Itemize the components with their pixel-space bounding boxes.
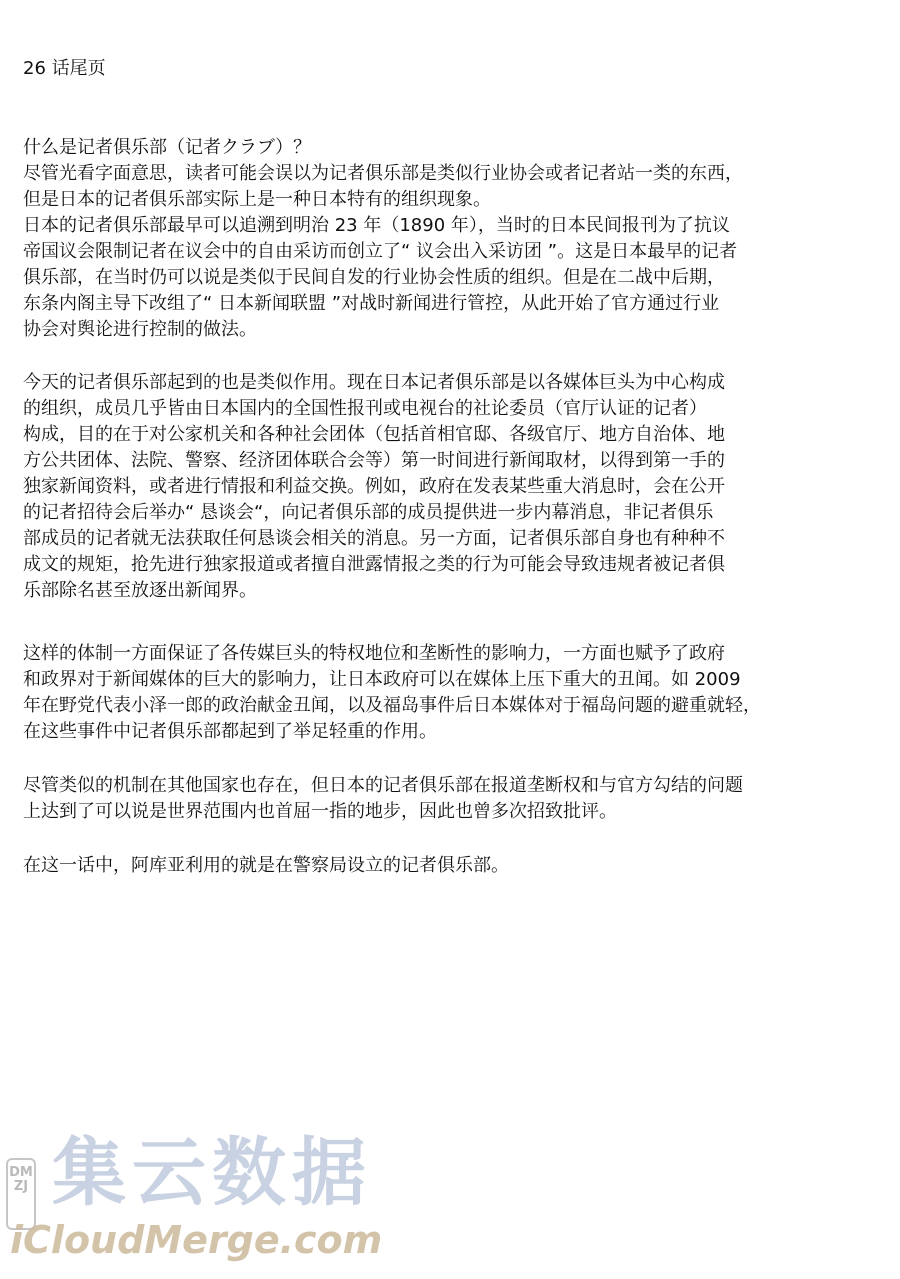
chapter-label: 26 话尾页 bbox=[23, 58, 106, 79]
text-line: 的组织，成员几乎皆由日本国内的全国性报刊或电视台的社论委员（官厅认证的记者） bbox=[23, 398, 707, 419]
text-line: 的记者招待会后举办“ 恳谈会“，向记者俱乐部的成员提供进一步内幕消息，非记者俱乐 bbox=[23, 502, 714, 523]
section-question: 什么是记者俱乐部（记者クラブ）？ bbox=[23, 137, 312, 158]
text-line: 独家新闻资料，或者进行情报和利益交换。例如，政府在发表某些重大消息时，会在公开 bbox=[23, 476, 725, 497]
text-line: 这样的体制一方面保证了各传媒巨头的特权地位和垄断性的影响力，一方面也赋予了政府 bbox=[23, 643, 725, 664]
text-line: 协会对舆论进行控制的做法。 bbox=[23, 319, 257, 340]
intro-section bbox=[23, 135, 883, 343]
watermark-english-logo: iCloudMerge.com bbox=[10, 1218, 383, 1262]
text-line: 乐部除名甚至放逐出新闻界。 bbox=[23, 580, 257, 601]
paragraph-role bbox=[23, 370, 883, 604]
text-line: 在这些事件中记者俱乐部都起到了举足轻重的作用。 bbox=[23, 721, 437, 742]
watermark-badge: DMZJ bbox=[6, 1158, 36, 1230]
text-line: 上达到了可以说是世界范围内也首屈一指的地步，因此也曾多次招致批评。 bbox=[23, 801, 617, 822]
paragraph-criticism bbox=[23, 773, 883, 825]
paragraph-conclusion bbox=[23, 853, 883, 879]
text-line: 在这一话中，阿库亚利用的就是在警察局设立的记者俱乐部。 bbox=[23, 855, 509, 876]
watermark-chinese-logo: 集云数据 bbox=[52, 1130, 372, 1216]
text-line: 日本的记者俱乐部最早可以追溯到明治 23 年（1890 年），当时的日本民间报刊为了抗议 bbox=[23, 215, 730, 236]
text-line: 成文的规矩，抢先进行独家报道或者擅自泄露情报之类的行为可能会导致违规者被记者俱 bbox=[23, 554, 725, 575]
text-line: 东条内阁主导下改组了“ 日本新闻联盟 ”对战时新闻进行管控，从此开始了官方通过行业 bbox=[23, 293, 720, 314]
text-line: 但是日本的记者俱乐部实际上是一种日本特有的组织现象。 bbox=[23, 189, 491, 210]
text-line: 俱乐部，在当时仍可以说是类似于民间自发的行业协会性质的组织。但是在二战中后期， bbox=[23, 267, 725, 288]
text-line: 方公共团体、法院、警察、经济团体联合会等）第一时间进行新闻取材，以得到第一手的 bbox=[23, 450, 725, 471]
text-line: 部成员的记者就无法获取任何恳谈会相关的消息。另一方面，记者俱乐部自身也有种种不 bbox=[23, 528, 725, 549]
text-line: 帝国议会限制记者在议会中的自由采访而创立了“ 议会出入采访团 ”。这是日本最早的记者 bbox=[23, 241, 738, 262]
text-line: 尽管光看字面意思，读者可能会误以为记者俱乐部是类似行业协会或者记者站一类的东西， bbox=[23, 163, 743, 184]
text-line: 尽管类似的机制在其他国家也存在，但日本的记者俱乐部在报道垄断权和与官方勾结的问题 bbox=[23, 775, 743, 796]
text-line: 年在野党代表小泽一郎的政治献金丑闻，以及福岛事件后日本媒体对于福岛问题的避重就轻， bbox=[23, 695, 761, 716]
paragraph-influence bbox=[23, 641, 883, 745]
text-line: 构成，目的在于对公家机关和各种社会团体（包括首相官邸、各级官厅、地方自治体、地 bbox=[23, 424, 725, 445]
text-line: 今天的记者俱乐部起到的也是类似作用。现在日本记者俱乐部是以各媒体巨头为中心构成 bbox=[23, 372, 725, 393]
text-line: 和政界对于新闻媒体的巨大的影响力，让日本政府可以在媒体上压下重大的丑闻。如 2009 bbox=[23, 669, 741, 690]
watermark bbox=[0, 1128, 420, 1279]
